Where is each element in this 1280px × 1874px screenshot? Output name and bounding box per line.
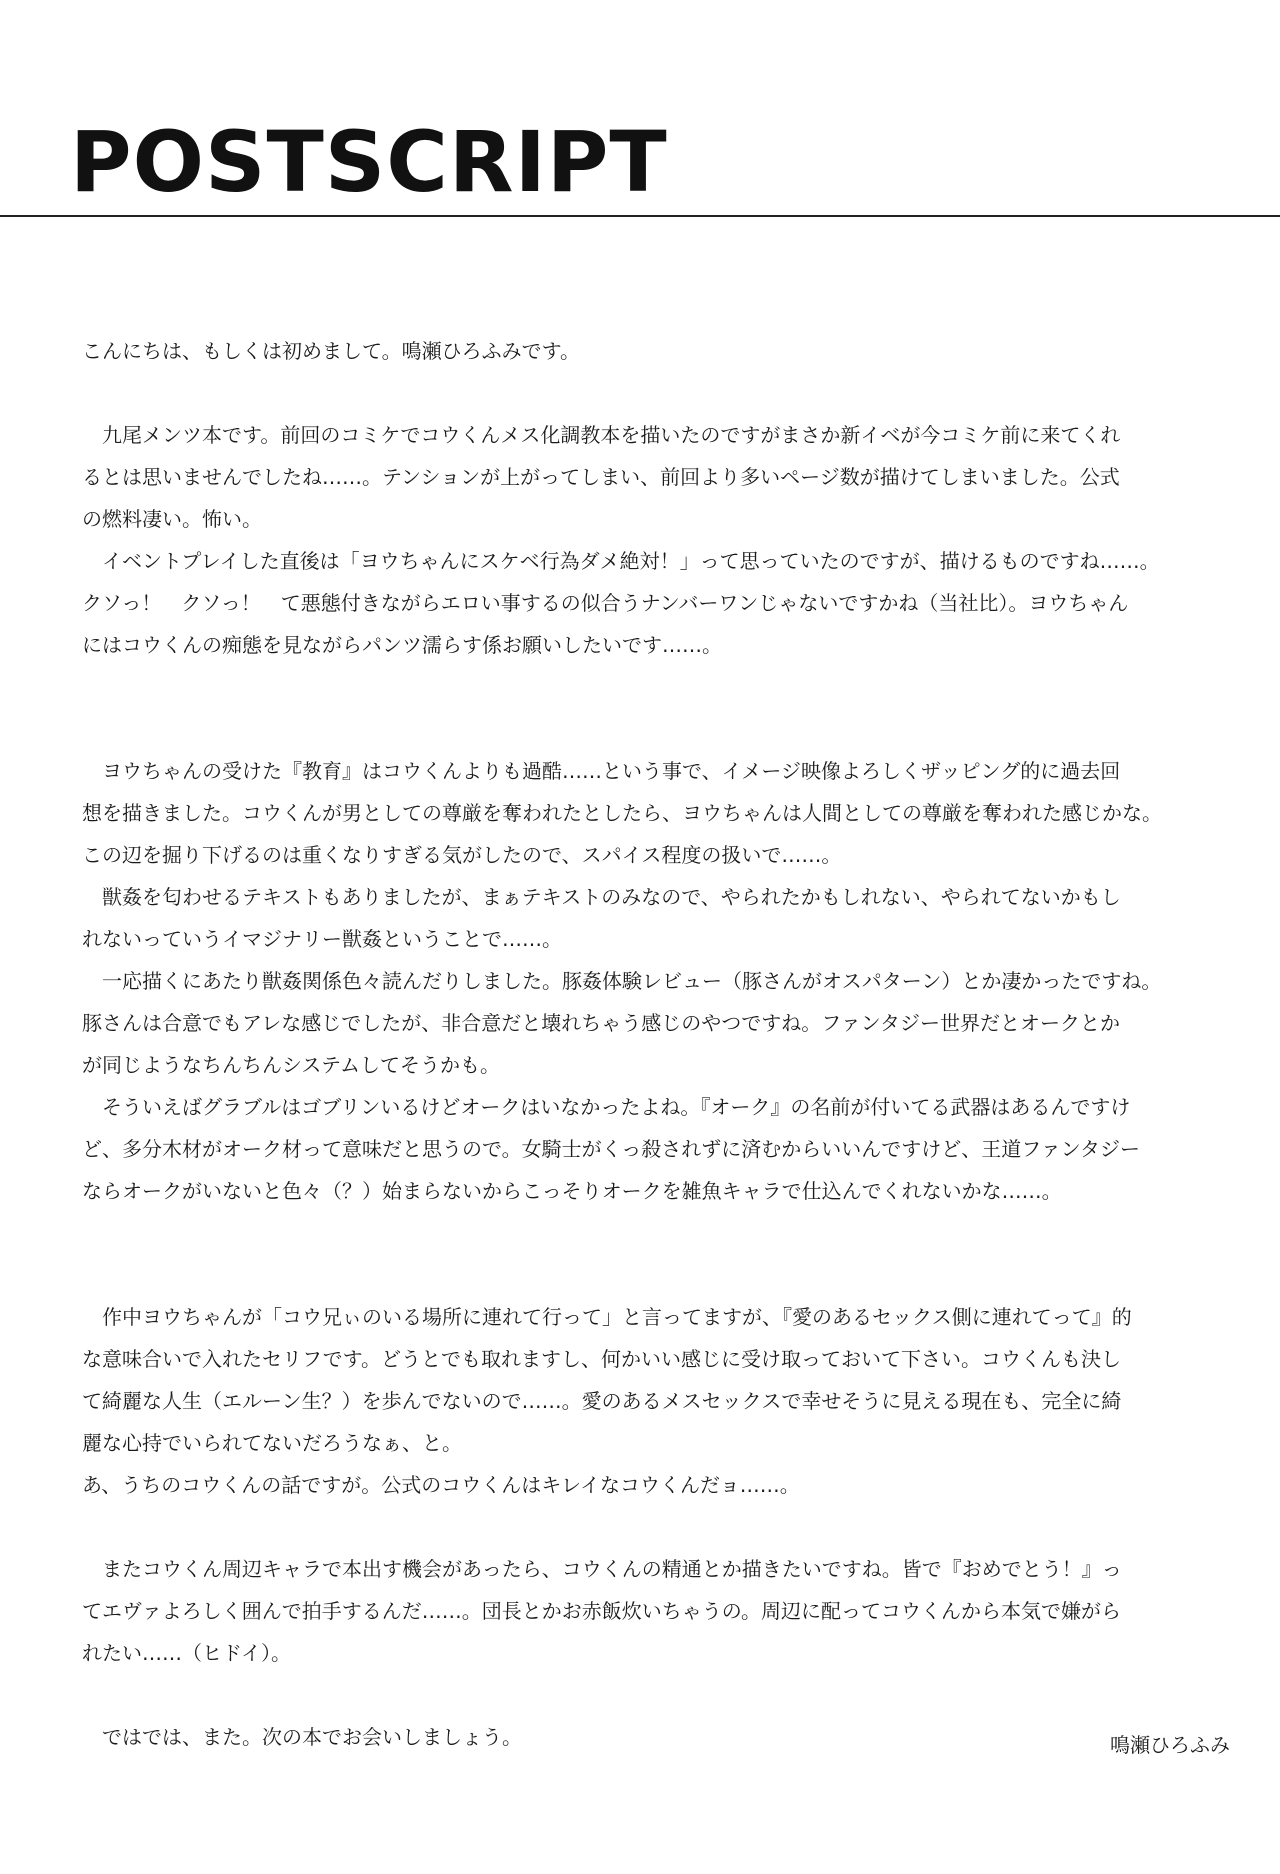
- text-line: ならオークがいないと色々（？）始まらないからこっそりオークを雑魚キャラで仕込んでくれないかな……。: [82, 1179, 1062, 1203]
- paragraph-gap: [82, 666, 1232, 708]
- text-line: クソっ！ クソっ！ て悪態付きながらエロい事するの似合うナンバーワンじゃないですかね（当社比）。ヨウちゃん: [82, 591, 1129, 615]
- paragraph-intro: [82, 414, 1232, 666]
- paragraph-gap: [82, 1506, 1232, 1548]
- text-line: て綺麗な人生（エルーン生？）を歩んでないので……。愛のあるメスセックスで幸せそうに見える現在も、完全に綺: [82, 1389, 1122, 1413]
- text-line: そういえばグラブルはゴブリンいるけどオークはいなかったよね。『オーク』の名前が付いてる武器はあるんですけ: [102, 1095, 1131, 1119]
- page-title: POSTSCRIPT: [70, 113, 668, 211]
- text-line: またコウくん周辺キャラで本出す機会があったら、コウくんの精通とか描きたいですね。皆で『おめでとう！』っ: [102, 1557, 1122, 1581]
- paragraph-dialogue: [82, 1296, 1232, 1506]
- text-line: こんにちは、もしくは初めまして。鳴瀬ひろふみです。: [82, 339, 580, 363]
- text-line: 九尾メンツ本です。前回のコミケでコウくんメス化調教本を描いたのですがまさか新イベが今コミケ前に来てくれ: [102, 423, 1121, 447]
- paragraph-gap: [82, 1212, 1232, 1254]
- text-line: 麗な心持でいられてないだろうなぁ、と。: [82, 1431, 462, 1455]
- author-signature: 鳴瀬ひろふみ: [1110, 1733, 1230, 1757]
- paragraph-gap: [82, 372, 1232, 414]
- text-line: な意味合いで入れたセリフです。どうとでも取れますし、何かいい感じに受け取っておいて下さい。コウくんも決し: [82, 1347, 1121, 1371]
- paragraph-future: [82, 1548, 1232, 1674]
- paragraph-gap: [82, 708, 1232, 750]
- paragraph-closing: [82, 1716, 1232, 1758]
- text-line: の燃料凄い。怖い。: [82, 507, 262, 531]
- text-line: イベントプレイした直後は「ヨウちゃんにスケベ行為ダメ絶対！」って思っていたのですが、描けるものですね……。: [102, 549, 1160, 573]
- text-line: 獣姦を匂わせるテキストもありましたが、まぁテキストのみなので、やられたかもしれない、やられてないかもし: [102, 885, 1121, 909]
- text-line: ではでは、また。次の本でお会いしましょう。: [102, 1725, 522, 1749]
- text-line: ど、多分木材がオーク材って意味だと思うので。女騎士がくっ殺されずに済むからいいんですけど、王道ファンタジー: [82, 1137, 1140, 1161]
- text-line: れないっていうイマジナリー獣姦ということで……。: [82, 927, 562, 951]
- paragraph-gap: [82, 1254, 1232, 1296]
- text-line: 一応描くにあたり獣姦関係色々読んだりしました。豚姦体験レビュー（豚さんがオスパターン）とか凄かったですね。: [102, 969, 1162, 993]
- title-underline: [0, 215, 1280, 217]
- paragraph-education: [82, 750, 1232, 1212]
- text-line: にはコウくんの痴態を見ながらパンツ濡らす係お願いしたいです……。: [82, 633, 722, 657]
- text-line: 想を描きました。コウくんが男としての尊厳を奪われたとしたら、ヨウちゃんは人間としての尊厳を奪われた感じかな。: [82, 801, 1162, 825]
- text-line: れたい……（ヒドイ）。: [82, 1641, 291, 1665]
- paragraph-greeting: [82, 330, 1232, 372]
- text-line: あ、うちのコウくんの話ですが。公式のコウくんはキレイなコウくんだョ……。: [82, 1473, 800, 1497]
- text-line: てエヴァよろしく囲んで拍手するんだ……。団長とかお赤飯炊いちゃうの。周辺に配ってコウくんから本気で嫌がら: [82, 1599, 1121, 1623]
- text-line: 作中ヨウちゃんが「コウ兄ぃのいる場所に連れて行って」と言ってますが、『愛のあるセックス側に連れてって』的: [102, 1305, 1132, 1329]
- text-line: この辺を掘り下げるのは重くなりすぎる気がしたので、スパイス程度の扱いで……。: [82, 843, 842, 867]
- postscript-body: [82, 330, 1232, 1758]
- text-line: が同じようなちんちんシステムしてそうかも。: [82, 1053, 500, 1077]
- text-line: ヨウちゃんの受けた『教育』はコウくんよりも過酷……という事で、イメージ映像よろしくザッピング的に過去回: [102, 759, 1121, 783]
- text-line: 豚さんは合意でもアレな感じでしたが、非合意だと壊れちゃう感じのやつですね。ファンタジー世界だとオークとか: [82, 1011, 1120, 1035]
- text-line: るとは思いませんでしたね……。テンションが上がってしまい、前回より多いページ数が描けてしまいました。公式: [82, 465, 1120, 489]
- paragraph-gap: [82, 1674, 1232, 1716]
